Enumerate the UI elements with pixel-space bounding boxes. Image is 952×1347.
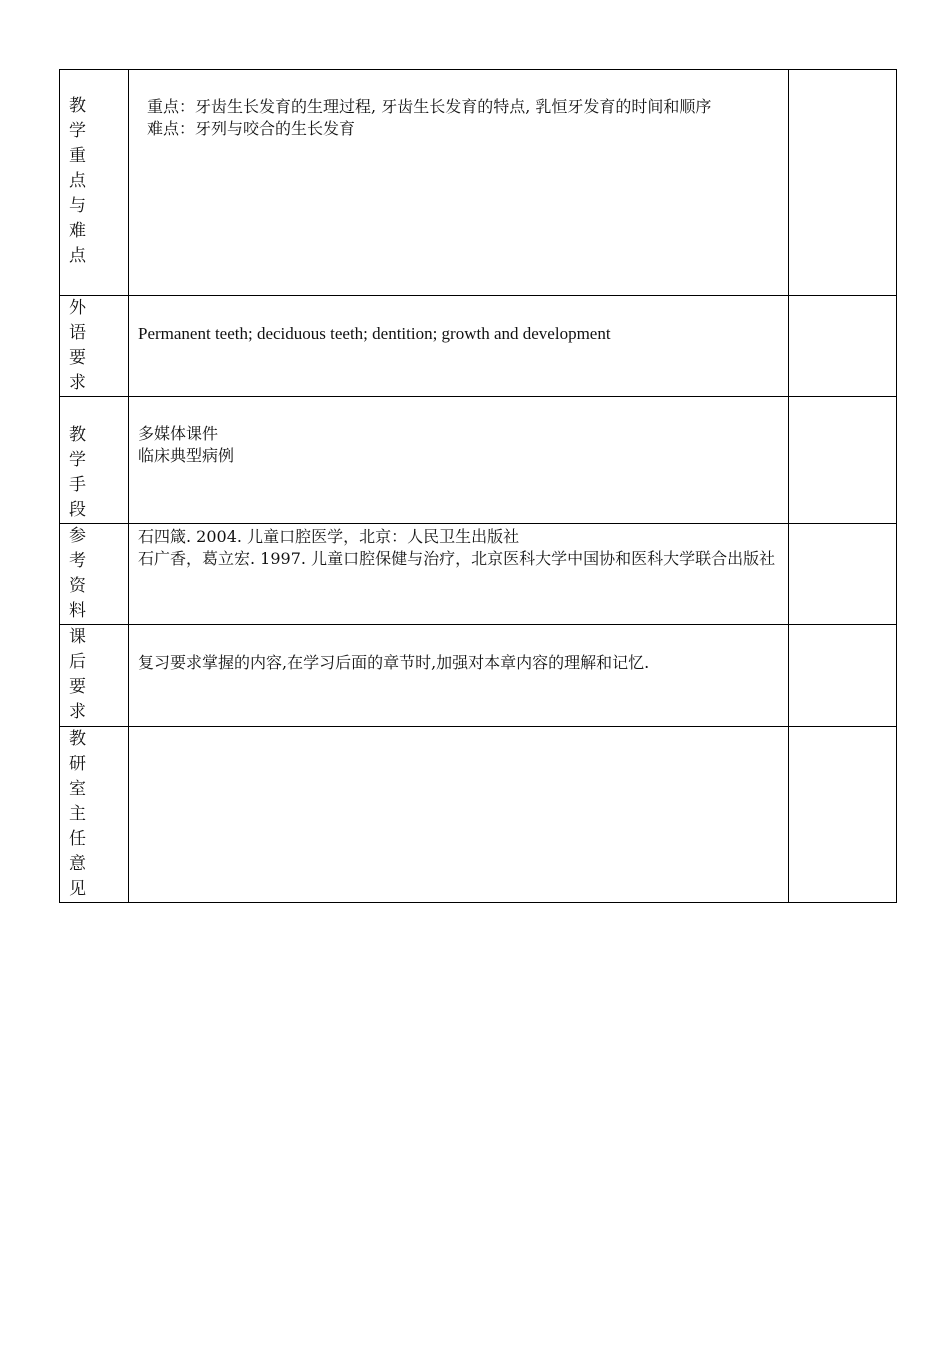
after-class-text: 复习要求掌握的内容,在学习后面的章节时,加强对本章内容的理解和记忆. (138, 653, 650, 672)
label-char: 室 (69, 779, 86, 799)
method-line: 多媒体课件 (138, 424, 219, 443)
row-notes-teaching-methods (789, 397, 897, 524)
label-char: 难 (69, 221, 86, 241)
label-char: 外 (69, 298, 86, 318)
label-char: 意 (69, 854, 86, 874)
row-label-key-points (60, 70, 129, 296)
row-label-foreign-language (60, 296, 129, 397)
row-notes-after-class (789, 625, 897, 727)
label-char: 段 (69, 500, 86, 520)
label-char: 求 (69, 373, 86, 393)
label-char: 资 (69, 576, 86, 596)
method-line: 临床典型病例 (138, 446, 235, 465)
row-notes-key-points (789, 70, 897, 296)
row-label-teaching-methods (60, 397, 129, 524)
label-char: 点 (69, 171, 86, 191)
row-after-class (60, 625, 897, 727)
row-notes-director-opinion (789, 727, 897, 903)
row-content-key-points (129, 70, 789, 296)
key-point-label: 重点： (147, 97, 196, 116)
key-point-text: 牙齿生长发育的生理过程, 牙齿生长发育的特点, 乳恒牙发育的时间和顺序 (195, 97, 712, 116)
row-teaching-methods (60, 397, 897, 524)
label-char: 研 (69, 754, 86, 774)
row-content-teaching-methods (129, 397, 789, 524)
label-char: 料 (69, 601, 86, 621)
row-content-director-opinion (129, 727, 789, 903)
difficulty-text: 牙列与咬合的生长发育 (195, 119, 356, 138)
label-char: 主 (69, 804, 86, 824)
label-char: 语 (69, 323, 86, 343)
label-char: 考 (69, 551, 86, 571)
reference-line: 石广香，葛立宏. 1997. 儿童口腔保健与治疗，北京医科大学中国协和医科大学联合出版社 (138, 549, 776, 568)
row-content-after-class (129, 625, 789, 727)
label-char: 课 (69, 627, 86, 647)
label-char: 教 (69, 425, 86, 445)
key-point-line (147, 96, 782, 118)
row-label-after-class (60, 625, 129, 727)
label-char: 重 (69, 146, 86, 166)
reference-line: 石四箴. 2004. 儿童口腔医学，北京：人民卫生出版社 (138, 527, 520, 546)
difficulty-label: 难点： (147, 119, 196, 138)
label-char: 见 (69, 879, 86, 899)
label-char: 学 (69, 121, 86, 141)
label-char: 参 (69, 526, 86, 546)
label-char: 要 (69, 677, 86, 697)
row-references (60, 524, 897, 625)
foreign-terms-text: Permanent teeth; deciduous teeth; dentition; growth and development (138, 324, 611, 343)
row-content-foreign-language (129, 296, 789, 397)
label-char: 与 (69, 196, 86, 216)
label-char: 任 (69, 829, 86, 849)
row-foreign-language (60, 296, 897, 397)
row-key-points (60, 70, 897, 296)
row-notes-references (789, 524, 897, 625)
row-label-director-opinion (60, 727, 129, 903)
difficulty-line (147, 118, 782, 140)
row-notes-foreign-language (789, 296, 897, 397)
label-char: 手 (69, 475, 86, 495)
label-char: 点 (69, 246, 86, 266)
row-content-references (129, 524, 789, 625)
label-char: 求 (69, 702, 86, 722)
row-director-opinion (60, 727, 897, 903)
label-char: 要 (69, 348, 86, 368)
lesson-plan-table (59, 69, 897, 903)
label-char: 后 (69, 652, 86, 672)
label-char: 教 (69, 729, 86, 749)
label-char: 学 (69, 450, 86, 470)
row-label-references (60, 524, 129, 625)
label-char: 教 (69, 96, 86, 116)
